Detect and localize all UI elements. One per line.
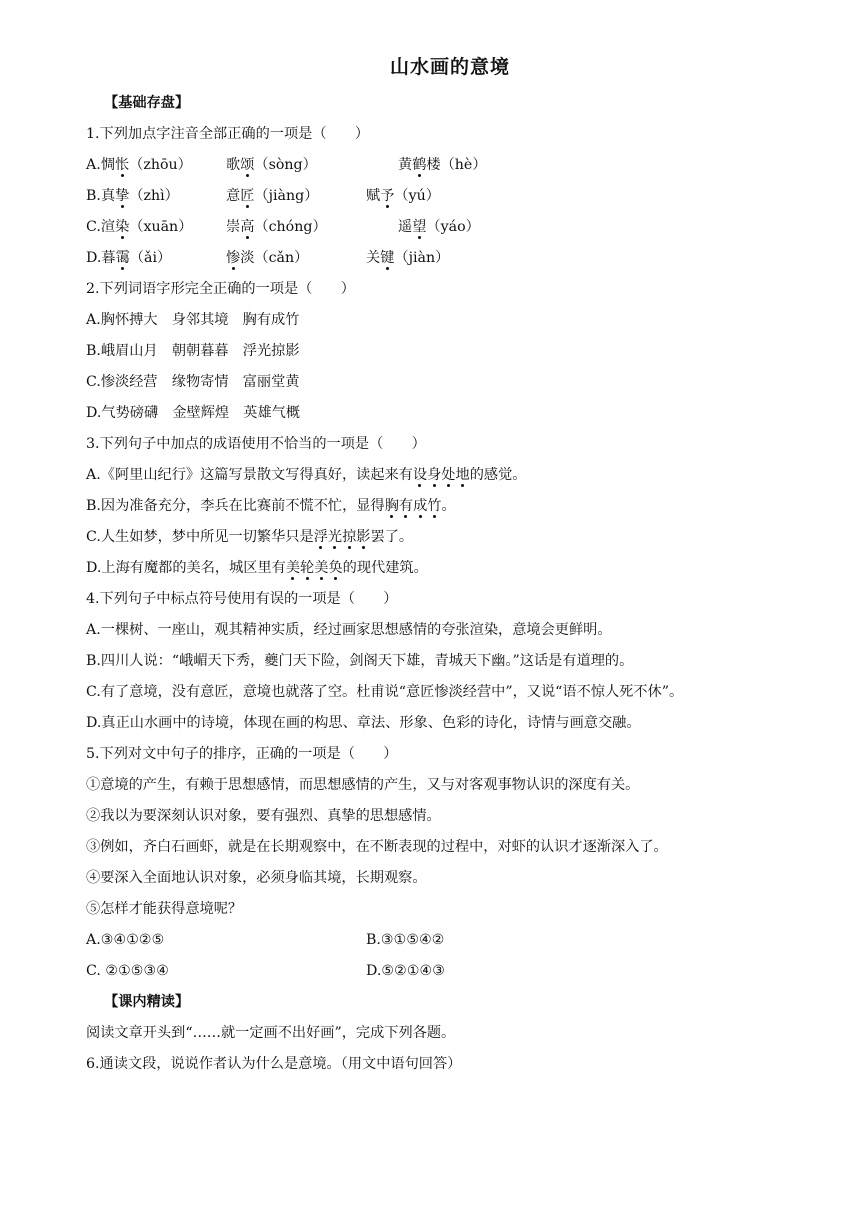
q3-option-d: D.上海有魔都的美名，城区里有美轮美奂的现代建筑。 <box>86 560 428 576</box>
q2-option-d: D.气势磅礴 金壁辉煌 英雄气概 <box>86 405 301 421</box>
emphasis-dot-char: 键 <box>380 250 395 266</box>
q1-option-b: B.真挚（zhì） 意匠（jiàng） 赋予（yú） <box>86 188 440 204</box>
emphasis-dot-char: 颂 <box>240 157 255 173</box>
q5-sentence-1: ①意境的产生，有赖于思想感情，而思想感情的产生，又与对客观事物认识的深度有关。 <box>86 777 640 793</box>
q5-sentence-2: ②我以为要深刻认识对象，要有强烈、真挚的思想感情。 <box>86 808 441 824</box>
emphasis-dot-char: 予 <box>380 188 395 204</box>
question-5-stem: 5.下列对文中句子的排序，正确的一项是（ ） <box>86 746 398 762</box>
section-heading-reading: 【课内精读】 <box>104 994 190 1010</box>
q1-option-c: C.渲染（xuān） 崇高（chóng） 遥望（yáo） <box>86 219 480 235</box>
emphasis-dot-char: 鹤 <box>412 157 427 173</box>
q4-option-b: B.四川人说：“峨嵋天下秀，夔门天下险，剑阁天下雄，青城天下幽。”这话是有道理的。 <box>86 653 634 669</box>
emphasis-dot-char: 惨 <box>226 250 241 266</box>
emphasis-dot-char: 高 <box>240 219 255 235</box>
question-1-stem: 1.下列加点字注音全部正确的一项是（ ） <box>86 126 370 142</box>
emphasis-dot-char: 望 <box>412 219 427 235</box>
reading-instructions: 阅读文章开头到“……就一定画不出好画”，完成下列各题。 <box>86 1025 456 1041</box>
q3-option-c: C.人生如梦，梦中所见一切繁华只是浮光掠影罢了。 <box>86 529 414 545</box>
question-2-stem: 2.下列词语字形完全正确的一项是（ ） <box>86 281 355 297</box>
q2-option-c: C.惨淡经营 缘物寄情 富丽堂黄 <box>86 374 300 390</box>
emphasis-dot-char: 怅 <box>114 157 130 173</box>
emphasis-dot-char: 染 <box>115 219 130 235</box>
q5-option-b: B.③①⑤④② <box>366 932 445 948</box>
q3-option-a: A.《阿里山纪行》这篇写景散文写得真好，读起来有设身处地的感觉。 <box>86 467 527 483</box>
emphasis-dot-char: 匠 <box>240 188 255 204</box>
q5-option-d: D.⑤②①④③ <box>366 963 445 979</box>
q2-option-a: A.胸怀搏大 身邻其境 胸有成竹 <box>86 312 300 328</box>
q1-option-d: D.暮霭（ǎi） 惨淡（cǎn） 关键（jiàn） <box>86 250 450 266</box>
emphasis-dot-char: 挚 <box>115 188 130 204</box>
question-4-stem: 4.下列句子中标点符号使用有误的一项是（ ） <box>86 591 398 607</box>
q5-sentence-4: ④要深入全面地认识对象，必须身临其境，长期观察。 <box>86 870 427 886</box>
q3-option-b: B.因为准备充分，李兵在比赛前不慌不忙，显得胸有成竹。 <box>86 498 456 514</box>
q4-option-c: C.有了意境，没有意匠，意境也就落了空。杜甫说“意匠惨淡经营中”，又说“语不惊人死不休”。 <box>86 684 684 700</box>
q1-option-a: A.惆怅（zhōu） 歌颂（sòng） 黄鹤楼（hè） <box>86 157 487 173</box>
emphasis-dot-char: 霭 <box>115 250 130 266</box>
q5-option-c: C. ②①⑤③④ <box>86 963 169 979</box>
q5-sentence-3: ③例如，齐白石画虾，就是在长期观察中，在不断表现的过程中，对虾的认识才逐渐深入了。 <box>86 839 668 855</box>
q4-option-a: A.一棵树、一座山，观其精神实质，经过画家思想感情的夸张渲染，意境会更鲜明。 <box>86 622 612 638</box>
q2-option-b: B.峨眉山月 朝朝暮暮 浮光掠影 <box>86 343 300 359</box>
question-3-stem: 3.下列句子中加点的成语使用不恰当的一项是（ ） <box>86 436 426 452</box>
q5-sentence-5: ⑤怎样才能获得意境呢？ <box>86 901 243 917</box>
page-title: 山水画的意境 <box>389 56 510 78</box>
q5-option-a: A.③④①②⑤ <box>86 932 165 948</box>
section-heading-basic: 【基础存盘】 <box>104 95 190 111</box>
question-6-stem: 6.通读文段，说说作者认为什么是意境。（用文中语句回答） <box>86 1056 462 1072</box>
q4-option-d: D.真正山水画中的诗境，体现在画的构思、章法、形象、色彩的诗化，诗情与画意交融。 <box>86 715 641 731</box>
